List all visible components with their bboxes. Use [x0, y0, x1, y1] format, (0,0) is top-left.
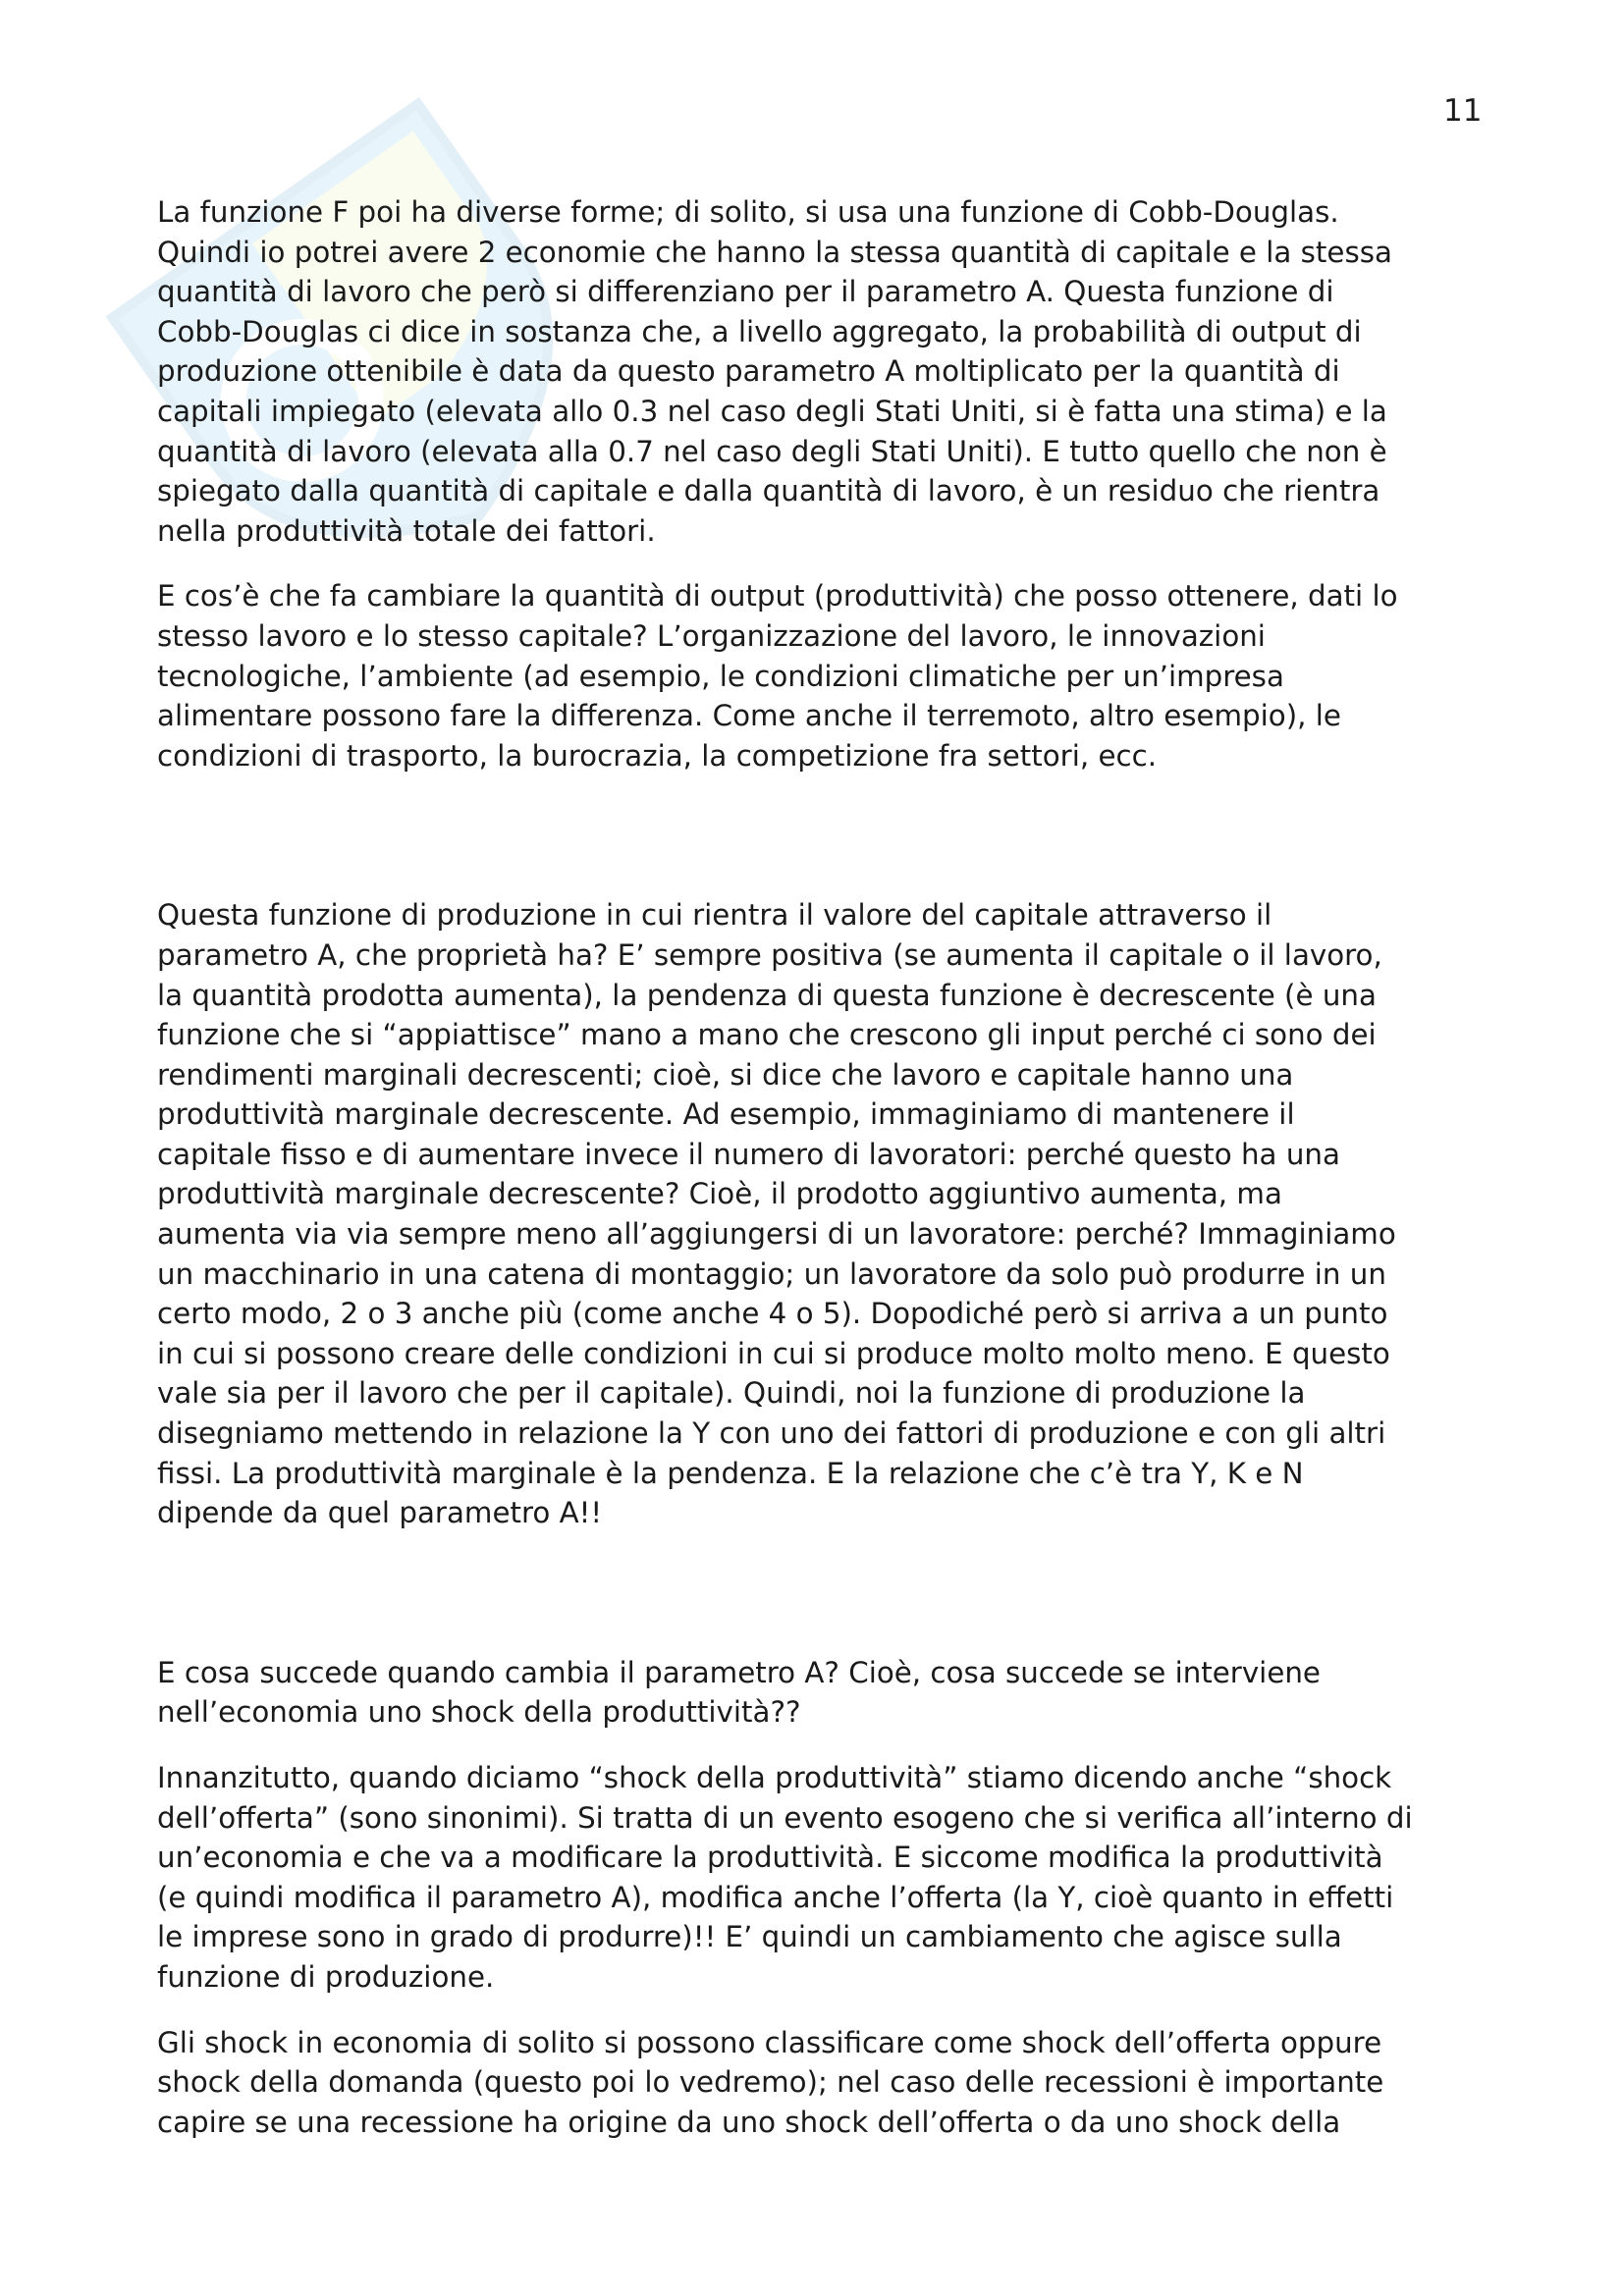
text-line: certo modo, 2 o 3 anche più (come anche 4 o 5). Dopodiché però si arriva a un punto — [157, 1297, 1388, 1331]
text-line: rendimenti marginali decrescenti; cioè, si dice che lavoro e capitale hanno una — [157, 1057, 1294, 1092]
text-line: funzione che si “appiattisce” mano a mano che crescono gli input perché ci sono dei — [157, 1018, 1377, 1052]
text-line: Innanzitutto, quando diciamo “shock della produttività” stiamo dicendo anche “shock — [157, 1761, 1392, 1794]
text-line: un macchinario in una catena di montaggio; un lavoratore da solo può produrre in un — [157, 1256, 1386, 1291]
text-line: produttività marginale decrescente? Cioè, il prodotto aggiuntivo aumenta, ma — [157, 1177, 1282, 1211]
text-line: condizioni di trasporto, la burocrazia, la competizione fra settori, ecc. — [157, 738, 1158, 773]
text-line: le imprese sono in grado di produrre)!! E’ quindi un cambiamento che agisce sulla — [157, 1920, 1342, 1954]
text-line: Questa funzione di produzione in cui rientra il valore del capitale attraverso il — [157, 898, 1272, 933]
text-line: quantità di lavoro (elevata alla 0.7 nel caso degli Stati Uniti). E tutto quello che non è — [157, 434, 1387, 468]
text-line: capire se una recessione ha origine da uno shock dell’offerta o da uno shock della — [157, 2105, 1341, 2139]
text-line: shock della domanda (questo poi lo vedremo); nel caso delle recessioni è importante — [157, 2065, 1384, 2100]
text-line: (e quindi modifica il parametro A), modifica anche l’offerta (la Y, cioè quanto in effetti — [157, 1880, 1394, 1914]
text-line: Cobb-Douglas ci dice in sostanza che, a livello aggregato, la probabilità di output di — [157, 314, 1362, 348]
text-line: dipende da quel parametro A!! — [157, 1496, 603, 1530]
text-line: tecnologiche, l’ambiente (ad esempio, le condizioni climatiche per un’impresa — [157, 659, 1284, 693]
text-line: produzione ottenibile è data da questo parametro A moltiplicato per la quantità di — [157, 354, 1340, 389]
text-line: spiegato dalla quantità di capitale e dalla quantità di lavoro, è un residuo che rientra — [157, 474, 1380, 508]
text-line: produttività marginale decrescente. Ad esempio, immaginiamo di mantenere il — [157, 1097, 1295, 1132]
text-line: E cos’è che fa cambiare la quantità di output (produttività) che posso ottenere, dati lo — [157, 579, 1398, 614]
text-line: Gli shock in economia di solito si possono classificare come shock dell’offerta oppure — [157, 2025, 1382, 2059]
text-line: vale sia per il lavoro che per il capitale). Quindi, noi la funzione di produzione la — [157, 1376, 1306, 1411]
text-line: quantità di lavoro che però si differenziano per il parametro A. Questa funzione di — [157, 275, 1334, 309]
text-line: parametro A, che proprietà ha? E’ sempre positiva (se aumenta il capitale o il lavoro, — [157, 937, 1382, 972]
text-line: dell’offerta” (sono sinonimi). Si tratta di un evento esogeno che si verifica all’interno di — [157, 1800, 1413, 1835]
text-line: disegniamo mettendo in relazione la Y con uno dei fattori di produzione e con gli altri — [157, 1416, 1386, 1451]
text-line: alimentare possono fare la differenza. Come anche il terremoto, altro esempio), le — [157, 699, 1341, 733]
paragraph-supply-shock-definition — [157, 1758, 1492, 1998]
text-line: E cosa succede quando cambia il parametro A? Cioè, cosa succede se interviene — [157, 1655, 1321, 1689]
text-line: capitale fisso e di aumentare invece il numero di lavoratori: perché questo ha una — [157, 1137, 1340, 1171]
text-line: capitali impiegato (elevata allo 0.3 nel caso degli Stati Uniti, si è fatta una stima) e la — [157, 394, 1387, 428]
text-line: La funzione F poi ha diverse forme; di solito, si usa una funzione di Cobb-Douglas. — [157, 195, 1339, 229]
paragraph-cobb-douglas — [157, 192, 1492, 551]
document-body — [157, 192, 1492, 2142]
page-number: 11 — [1443, 93, 1483, 129]
text-line: fissi. La produttività marginale è la pendenza. E la relazione che c’è tra Y, K e N — [157, 1456, 1304, 1490]
paragraph-shock-classification — [157, 2023, 1492, 2143]
paragraph-parameter-change-question — [157, 1653, 1492, 1733]
text-line: aumenta via via sempre meno all’aggiungersi di un lavoratore: perché? Immaginiamo — [157, 1217, 1396, 1252]
text-line: nell’economia uno shock della produttività?? — [157, 1695, 801, 1730]
text-line: stesso lavoro e lo stesso capitale? L’organizzazione del lavoro, le innovazioni — [157, 618, 1266, 653]
text-line: in cui si possono creare delle condizioni in cui si produce molto molto meno. E questo — [157, 1336, 1390, 1370]
paragraph-production-function-properties — [157, 895, 1492, 1533]
text-line: nella produttività totale dei fattori. — [157, 513, 656, 548]
text-line: funzione di produzione. — [157, 1959, 495, 1994]
text-line: un’economia e che va a modificare la produttività. E siccome modifica la produttività — [157, 1841, 1383, 1875]
text-line: la quantità prodotta aumenta), la pendenza di questa funzione è decrescente (è una — [157, 978, 1377, 1012]
paragraph-productivity-factors — [157, 576, 1492, 775]
text-line: Quindi io potrei avere 2 economie che hanno la stessa quantità di capitale e la stessa — [157, 235, 1392, 269]
